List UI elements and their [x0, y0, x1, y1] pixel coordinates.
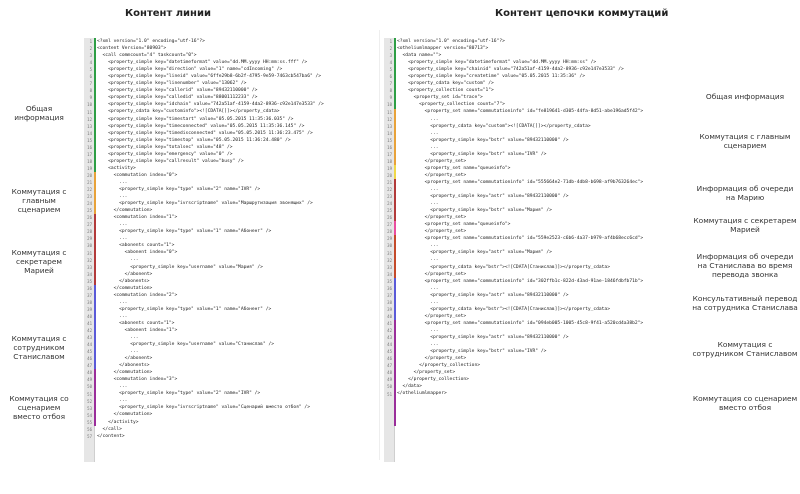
code-line: <abonent index="0">: [97, 250, 178, 256]
code-line: </call>: [97, 426, 122, 432]
code-line: <property_simple key="calledid" value="88001112233" />: [97, 95, 258, 101]
line-number: 20: [87, 172, 92, 178]
line-number: 57: [87, 433, 92, 439]
code-line: <?xml version="1.0" encoding="utf-16"?>: [397, 39, 505, 44]
code-line: </property_set>: [397, 229, 467, 235]
code-line: <property_set id="trace">: [397, 95, 483, 101]
code-line: <property_simple key="direction" value="1" name="cdIncoming" />: [97, 67, 283, 73]
code-line: </abonents>: [97, 363, 150, 369]
code-line: ...: [397, 257, 439, 263]
line-number: 35: [87, 278, 92, 284]
line-number: 33: [87, 264, 92, 270]
code-line: <property_simple key="type" value="1" name="Абонент" />: [97, 229, 272, 235]
code-line: </property_set>: [397, 172, 467, 178]
line-number: 17: [87, 151, 92, 157]
line-number: 17: [387, 151, 392, 157]
code-line: </property_collection>: [397, 377, 469, 383]
section-color-bar: [94, 285, 96, 370]
line-number: 46: [87, 356, 92, 362]
line-number: 34: [387, 271, 392, 277]
section-color-bar: [94, 214, 96, 285]
line-number: 41: [387, 321, 392, 326]
line-number: 9: [389, 95, 392, 101]
code-line: <activity>: [97, 165, 136, 171]
line-number: 54: [87, 412, 92, 418]
code-line: <content Version="80903">: [97, 46, 167, 52]
code-line: </property_set>: [397, 370, 456, 376]
section-color-bar: [394, 179, 396, 221]
line-number: 39: [87, 306, 92, 312]
line-number: 55: [87, 419, 92, 425]
left-code-panel: [84, 38, 374, 462]
left-label-secretary-maria: Коммутация с секретарем Марией: [11, 248, 67, 275]
line-number: 21: [87, 180, 92, 185]
line-number: 1: [389, 39, 392, 44]
code-line: </property_set>: [397, 356, 467, 362]
code-line: <property_simple key="emergency" value="0" />: [97, 151, 233, 157]
line-number: 35: [387, 278, 392, 284]
code-line: <property_simple key="chainid" value="742a51af-4159-4da2-8936-c92e147e3533" />: [397, 67, 624, 73]
line-number: 41: [87, 321, 92, 326]
line-number: 16: [387, 144, 392, 150]
section-color-bar: [94, 172, 96, 214]
line-number: 15: [87, 137, 92, 143]
code-line: <property_simple key="bstr" value="89432110000" />: [397, 137, 569, 143]
code-line: ...: [97, 349, 139, 355]
code-line: <property_simple key="datetimeformat" value="dd.MM.yyyy HH:mm:ss" />: [397, 60, 597, 66]
right-label-queue-maria: Информация об очереди на Марию: [696, 184, 794, 202]
right-code-panel: [384, 38, 674, 462]
line-number: 38: [387, 299, 392, 305]
line-number: 30: [387, 243, 392, 249]
line-number: 38: [87, 299, 92, 305]
line-number: 6: [89, 74, 92, 80]
code-line: <property_simple key="astr" value="89432110000" />: [397, 194, 569, 200]
line-number: 18: [87, 158, 92, 164]
line-number: 5: [89, 67, 92, 73]
code-line: ...: [397, 186, 439, 192]
line-number: 31: [387, 250, 392, 256]
code-line: <property_set name="queueinfo">: [397, 165, 511, 171]
code-line: ...: [397, 327, 439, 333]
line-number: 28: [87, 229, 92, 235]
code-line: <property_simple key="type" value="2" name="IVR" />: [97, 186, 261, 192]
line-number: 3: [89, 53, 92, 59]
code-line: <property_simple key="bstr" value="IVR" />: [397, 151, 547, 157]
line-number: 30: [87, 243, 92, 249]
code-line: ...: [97, 222, 128, 228]
line-number: 4: [389, 60, 392, 66]
code-line: </property_set>: [397, 158, 467, 164]
line-number: 28: [387, 229, 392, 235]
section-color-bar: [94, 38, 96, 172]
section-color-bar: [94, 369, 96, 425]
line-number: 39: [387, 306, 392, 312]
code-line: </commutation>: [97, 370, 153, 376]
line-number: 46: [387, 356, 392, 362]
line-number: 51: [387, 391, 392, 397]
line-number: 25: [387, 208, 392, 214]
line-number: 6: [389, 74, 392, 80]
left-label-employee-stanislav: Коммутация с сотрудником Станиславом: [11, 334, 67, 361]
code-line: <property_simple key="linenumber" value="13062" />: [97, 81, 247, 87]
line-number: 44: [87, 342, 92, 348]
code-line: <property_cdata key="bstr"><![CDATA[Станислав]]></property_cdata>: [397, 264, 610, 270]
code-line: ...: [397, 299, 439, 305]
line-number: 8: [89, 88, 92, 94]
code-line: <property_simple key="astr" value="Мария" />: [397, 250, 552, 256]
code-line: <property_simple key="astr" value="89432110000" />: [397, 334, 569, 340]
code-line: <property_simple key="timeconnected" value="05.05.2015 11:35:36.145" />: [97, 123, 305, 129]
code-line: <property_simple key="bstr" value="IVR" />: [397, 349, 547, 355]
line-number: 24: [387, 201, 392, 207]
code-line: <property_set name="commutationinfo" id="555664e2-71db-4db8-b698-af9b763264ec">: [397, 179, 644, 185]
section-color-bar: [394, 38, 396, 109]
code-line: ...: [97, 257, 139, 263]
line-number: 4: [89, 60, 92, 66]
line-number: 8: [389, 88, 392, 94]
code-line: <property_simple key="createtime" value="05.05.2015 11:35:36" />: [397, 74, 586, 80]
right-label-employee-stanislav: Коммутация с сотрудником Станиславом: [692, 340, 798, 358]
code-line: ...: [97, 398, 128, 404]
code-line: ...: [397, 130, 439, 136]
left-title: Контент линии: [125, 8, 211, 19]
line-number: 32: [87, 257, 92, 263]
line-number: 32: [387, 257, 392, 263]
line-number: 13: [87, 123, 92, 129]
code-line: <property_simple key="ivrscriptname" value="Маршрутизация звонящих" />: [97, 201, 313, 207]
code-line: <property_simple key="lineid" value="6ffe29b8-6b2f-4795-9e59-7463cb547ba6" />: [97, 74, 322, 80]
code-line: <commutation index="3">: [97, 377, 178, 383]
line-number: 22: [87, 187, 92, 193]
line-number: 36: [387, 285, 392, 291]
line-number: 40: [87, 313, 92, 319]
code-line: ...: [397, 144, 439, 150]
code-line: <property_simple key="type" value="2" name="IVR" />: [97, 391, 261, 397]
line-number: 49: [387, 377, 392, 383]
code-line: <call commcount="4" taskcount="0">: [97, 53, 197, 59]
line-number: 50: [87, 384, 92, 390]
right-label-secretary-maria: Коммутация с секретарем Марией: [693, 216, 797, 234]
code-line: <property_simple key="type" value="1" name="Абонент" />: [97, 306, 272, 312]
line-number: 12: [387, 116, 392, 122]
section-color-bar: [394, 320, 396, 426]
code-line: </otheliumlmapper>: [397, 391, 447, 397]
line-number: 43: [87, 335, 92, 341]
line-number: 3: [389, 53, 392, 59]
code-line: <property_cdata key="custominfo"><![CDATA[]]></property_cdata>: [97, 109, 280, 115]
line-number: 29: [387, 236, 392, 242]
line-number: 11: [387, 109, 392, 115]
line-number: 12: [87, 116, 92, 122]
code-line: <abonent index="1">: [97, 327, 178, 333]
code-line: ...: [397, 201, 439, 207]
line-number: 2: [89, 46, 92, 52]
code-line: <?xml version="1.0" encoding="utf-16"?>: [97, 39, 205, 44]
line-number: 47: [387, 363, 392, 369]
code-line: <property_set name="commutationinfo" id="559e2523-c6b6-4a37-b979-af4b68ecc6cd">: [397, 236, 644, 242]
code-line: <commutation index="1">: [97, 215, 178, 221]
line-number: 52: [87, 398, 92, 404]
code-line: ...: [97, 313, 128, 319]
line-number: 5: [389, 67, 392, 73]
line-number: 19: [87, 165, 92, 171]
line-number: 22: [387, 187, 392, 193]
code-line: <commutation index="2">: [97, 292, 178, 298]
line-number: 45: [87, 349, 92, 355]
line-number: 56: [87, 426, 92, 432]
code-line: <property_collection count="7">: [397, 102, 505, 108]
code-line: ...: [397, 243, 439, 249]
line-number: 27: [87, 222, 92, 228]
code-line: <data name="">: [397, 53, 442, 59]
line-number: 29: [87, 236, 92, 242]
line-number: 44: [387, 342, 392, 348]
line-number: 23: [87, 194, 92, 200]
panel-divider: [379, 30, 380, 460]
code-line: ...: [97, 194, 128, 200]
code-line: <property_simple key="astr" value="89432110000" />: [397, 292, 569, 298]
line-number: 7: [89, 81, 92, 87]
line-number: 25: [87, 208, 92, 214]
line-number: 9: [89, 95, 92, 101]
code-line: ...: [397, 116, 439, 122]
code-line: <property_simple key="datetimeformat" value="dd.MM.yyyy HH:mm:ss.fff" />: [97, 60, 308, 66]
code-line: <property_collection count="1">: [397, 88, 494, 94]
line-number: 50: [387, 384, 392, 390]
line-number: 42: [87, 328, 92, 334]
line-number: 49: [87, 377, 92, 383]
code-line: </content>: [97, 433, 125, 439]
code-line: </property_set>: [397, 313, 467, 319]
line-number: 14: [87, 130, 92, 136]
line-number: 7: [389, 81, 392, 87]
line-number: 20: [387, 172, 392, 178]
section-color-bar: [394, 221, 396, 235]
section-color-bar: [394, 165, 396, 179]
section-color-bar: [394, 109, 396, 165]
code-line: </abonent>: [97, 356, 153, 362]
code-line: ...: [97, 334, 139, 340]
left-label-scenario-instead-reject: Коммутация со сценарием вместо отбоя: [9, 394, 69, 421]
code-line: </abonents>: [97, 278, 150, 284]
line-number: 14: [387, 130, 392, 136]
code-line: </property_set>: [397, 215, 467, 221]
right-label-queue-stanislav: Информация об очереди на Станислава во время перевода звонка: [696, 252, 794, 279]
code-line: <commutation index="0">: [97, 172, 178, 178]
code-line: ...: [97, 384, 128, 390]
line-number: 36: [87, 285, 92, 291]
code-line: <property_set name="commutationinfo" id="094eb005-1005-45c8-9f41-a520cd4a38b2">: [397, 320, 644, 326]
right-label-scenario-instead-reject: Коммутация со сценарием вместо отбоя: [692, 394, 798, 412]
code-line: <property_simple key="username" value="Станислав" />: [97, 342, 275, 348]
line-number: 11: [87, 109, 92, 115]
right-code-text: [397, 38, 672, 397]
line-number: 16: [87, 144, 92, 150]
section-color-bar: [394, 278, 396, 320]
line-number: 37: [87, 292, 92, 298]
code-line: ...: [97, 179, 128, 185]
left-code-text: [97, 38, 372, 440]
line-number: 15: [387, 137, 392, 143]
code-line: <property_set name="commutationinfo" id="fe819641-d305-44fa-8d51-abe196ad5f42">: [397, 109, 644, 115]
code-line: <property_simple key="bstr" value="Мария" />: [397, 208, 552, 214]
line-number: 24: [87, 201, 92, 207]
line-number: 31: [87, 250, 92, 256]
code-line: ...: [397, 342, 439, 348]
code-line: ...: [97, 299, 128, 305]
code-line: </property_collection>: [397, 363, 480, 369]
line-number: 42: [387, 328, 392, 334]
line-number: 47: [87, 363, 92, 369]
line-number: 51: [87, 391, 92, 397]
line-number: 18: [387, 158, 392, 164]
left-label-main-scenario: Коммутация с главным сценарием: [11, 187, 67, 214]
code-line: <property_cdata key="custom"><![CDATA[]]></property_cdata>: [397, 123, 591, 129]
code-line: </commutation>: [97, 412, 153, 418]
line-number: 37: [387, 292, 392, 298]
code-line: <property_simple key="ivrscriptname" value="Сценарий вместо отбоя" />: [97, 405, 310, 411]
line-number: 2: [389, 46, 392, 52]
right-label-main-scenario: Коммутация с главным сценарием: [699, 132, 791, 150]
line-number: 21: [387, 180, 392, 185]
left-label-general-info: Общая информация: [14, 104, 64, 122]
code-line: </data>: [397, 384, 422, 390]
right-label-consultative-transfer: Консультативный перевод на сотрудника Станислава: [692, 294, 798, 312]
code-line: <property_simple key="timestart" value="05.05.2015 11:35:36.035" />: [97, 116, 294, 122]
code-line: <property_set name="commutationinfo" id="302ffb1c-822d-43ad-91ae-1846fdbfb71b">: [397, 278, 644, 284]
right-title: Контент цепочки коммутаций: [495, 8, 669, 19]
code-line: <property_simple key="callerid" value="89432110000" />: [97, 88, 258, 94]
line-number: 27: [387, 222, 392, 228]
line-number: 19: [387, 165, 392, 171]
line-number: 26: [87, 215, 92, 221]
code-line: <property_set name="queueinfo">: [397, 222, 511, 228]
line-number: 26: [387, 215, 392, 221]
line-number: 1: [89, 39, 92, 44]
code-line: </commutation>: [97, 208, 153, 214]
code-line: <property_simple key="callresult" value="busy" />: [97, 158, 244, 164]
code-line: ...: [97, 236, 128, 242]
code-line: <property_cdata key="bstr"><![CDATA[Станислав]]></property_cdata>: [397, 306, 610, 312]
line-number: 33: [387, 264, 392, 270]
section-color-bar: [394, 235, 396, 277]
code-line: </property_set>: [397, 271, 467, 277]
line-number: 10: [87, 102, 92, 108]
code-line: <property_simple key="username" value="Мария" />: [97, 264, 263, 270]
code-line: <property_simple key="timestop" value="05.05.2015 11:36:24.480" />: [97, 137, 291, 143]
code-line: <abonents count="1">: [97, 243, 175, 249]
code-line: <property_simple key="idchain" value="742a51af-4159-4da2-8936-c92e147e3533" />: [97, 102, 324, 108]
line-number: 10: [387, 102, 392, 108]
code-line: <abonents count="1">: [97, 320, 175, 326]
code-line: <property_cdata key="custom" />: [397, 81, 494, 87]
line-number: 53: [87, 405, 92, 411]
line-number: 34: [87, 271, 92, 277]
line-number: 48: [387, 370, 392, 376]
line-number: 23: [387, 194, 392, 200]
code-line: ...: [397, 285, 439, 291]
code-line: <property_simple key="totalsec" value="48" />: [97, 144, 233, 150]
line-number: 13: [387, 123, 392, 129]
code-line: </abonent>: [97, 271, 153, 277]
code-line: <property_simple key="timedisconnected" value="05.05.2015 11:36:23.475" />: [97, 130, 313, 136]
line-number: 48: [87, 370, 92, 376]
line-number: 45: [387, 349, 392, 355]
right-label-general-info: Общая информация: [705, 92, 785, 101]
line-number: 40: [387, 313, 392, 319]
code-line: <otheliumlmapper version="80713">: [397, 46, 489, 52]
line-number: 43: [387, 335, 392, 341]
code-line: </commutation>: [97, 285, 153, 291]
code-line: </activity>: [97, 419, 139, 425]
